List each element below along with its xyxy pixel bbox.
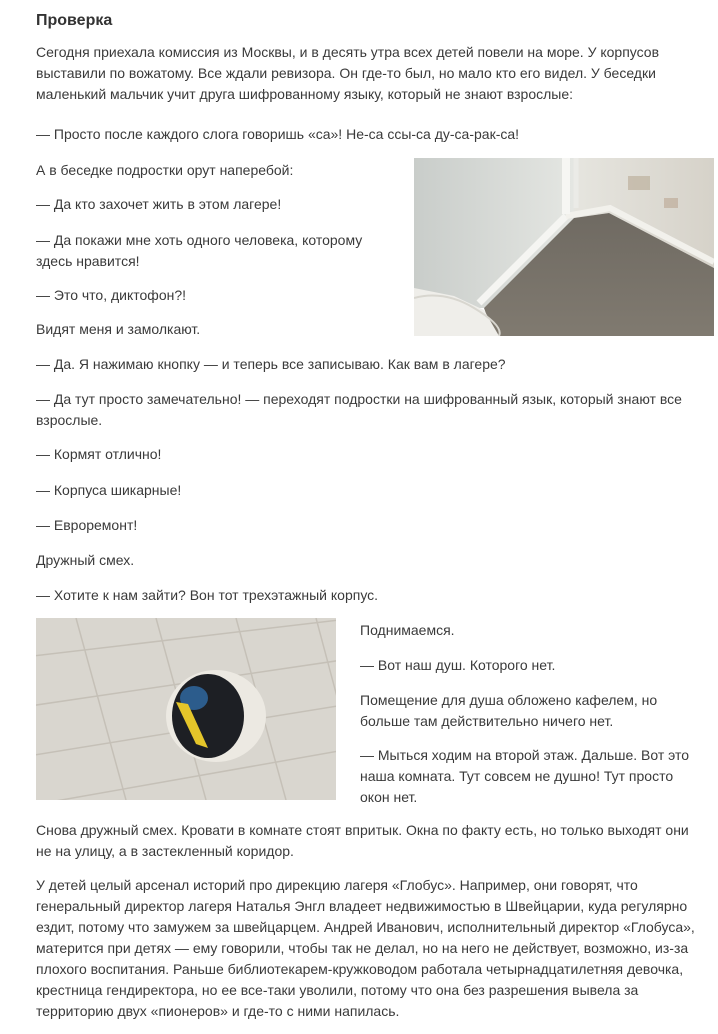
paragraph: — Корпуса шикарные! xyxy=(36,482,182,498)
paragraph: — Хотите к нам зайти? Вон тот трехэтажный корпус. xyxy=(36,587,379,603)
paragraph: А в беседке подростки орут наперебой: xyxy=(36,162,294,178)
paragraph: — Да кто захочет жить в этом лагере! xyxy=(36,196,282,212)
paragraph: У детей целый арсенал историй про дирекцию лагеря «Глобус». Например, они говорят, что генеральный директор лагеря Наталья Энгл владеет недвижимостью в Швейцарии, куда регулярно ездит, потому что замужем за швейцарцем. Андрей Иванович, исполнительный директор «Глобуса», матерится при детях — ему говорили, чтобы так не делал, но на него не действует, возможно, из-за плохого воспитания. Раньше библиотекарем-кружководом работала четырнадцатилетняя девочка, крестница гендиректора, но ее все-таки уволили, потому что она без разрешения вывела за территорию двух «пионеров» и где-то с ними напилась. xyxy=(36,877,695,1019)
wall-hole-illustration xyxy=(36,618,336,800)
paragraph: — Вот наш душ. Которого нет. xyxy=(360,657,556,673)
paragraph: — Мыться ходим на второй этаж. Дальше. Вот это наша комната. Тут совсем не душно! Тут просто окон нет. xyxy=(360,747,690,805)
paragraph: Сегодня приехала комиссия из Москвы, и в десять утра всех детей повели на море. У корпусов выставили по вожатому. Все ждали ревизора. Он где-то был, но мало кто его видел. У беседки маленький мальчик учит друга шифрованному языку, который не знают взрослые: xyxy=(36,44,660,102)
photo-wall-hole xyxy=(36,618,336,800)
room-corner-illustration xyxy=(414,158,714,336)
article-title: Проверка xyxy=(36,12,113,29)
paragraph: — Кормят отлично! xyxy=(36,446,162,462)
paragraph: Поднимаемся. xyxy=(360,622,455,638)
paragraph: — Это что, диктофон?! xyxy=(36,287,187,303)
paragraph: — Евроремонт! xyxy=(36,517,138,533)
photo-room-corner xyxy=(414,158,714,336)
paragraph: — Да. Я нажимаю кнопку — и теперь все записываю. Как вам в лагере? xyxy=(36,356,506,372)
paragraph: Дружный смех. xyxy=(36,552,135,568)
paragraph: Помещение для душа обложено кафелем, но больше там действительно ничего нет. xyxy=(360,692,658,729)
paragraph: — Да покажи мне хоть одного человека, которому здесь нравится! xyxy=(36,232,363,269)
paragraph: Снова дружный смех. Кровати в комнате стоят впритык. Окна по факту есть, но только выходят они не на улицу, а в застекленный коридор. xyxy=(36,822,689,859)
paragraph: — Просто после каждого слога говоришь «са»! Не-са ссы-са ду-са-рак-са! xyxy=(36,126,520,142)
paragraph: Видят меня и замолкают. xyxy=(36,321,201,337)
paragraph: — Да тут просто замечательно! — переходят подростки на шифрованный язык, который знают все взрослые. xyxy=(36,391,682,428)
